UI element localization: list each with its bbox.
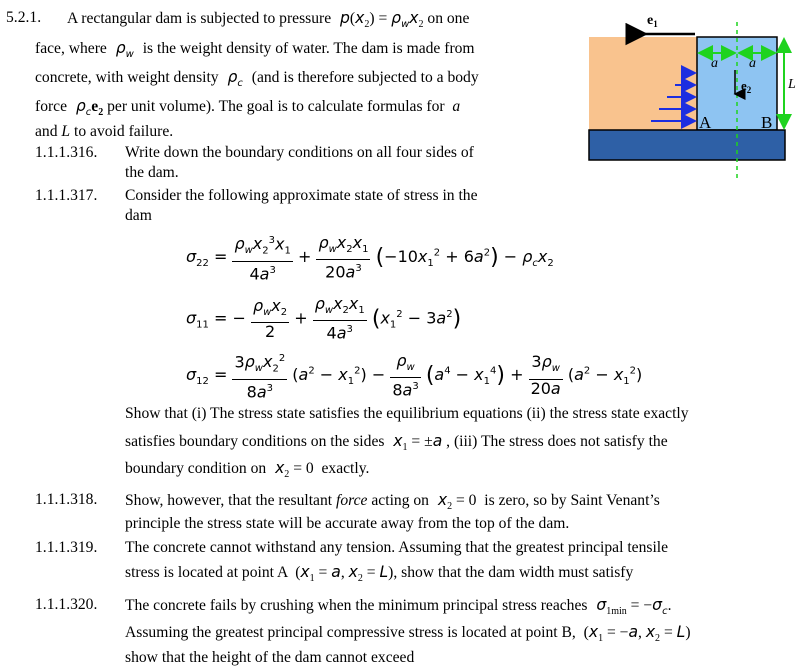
part-319-number: 1.1.1.319. (35, 539, 98, 556)
problem-text-line1: A rectangular dam is subjected to pressure $p(x_2) = \rho_wx_2$ on one (67, 9, 470, 31)
part-317-number: 1.1.1.317. (35, 187, 98, 204)
part-320-line2: Assuming the greatest principal compressive stress is located at point B, ($x_1 = -a$, $x_2 = L$) (125, 623, 691, 645)
part-320-number: 1.1.1.320. (35, 596, 98, 613)
part-317-line1: Consider the following approximate state of stress in the (125, 187, 478, 204)
part-318-line1: Show, however, that the resultant force acting on $x_2 = 0$ is zero, so by Saint Venant’s (125, 491, 660, 513)
dam-figure (585, 10, 800, 180)
e1-label: $e_1$ (647, 13, 658, 29)
e2-label: $e_2$ (741, 78, 752, 95)
equation-sigma11: $\sigma_{11}$ = − $\frac{\rho_wx_2}{2}$ + $\frac{\rho_wx_2x_1}{4a^3}$ $(x_1^2 - 3a^2)$ (186, 294, 462, 343)
label-L: L (788, 77, 796, 92)
problem-text-line4: force $\rho_ce_2$ per unit volume). The goal is to calculate formulas for a (35, 97, 461, 119)
part-319-line1: The concrete cannot withstand any tension. Assuming that the greatest principal tensile (125, 539, 669, 556)
show-that-line1: Show that (i) The stress state satisfies the equilibrium equations (ii) the stress state exactly (125, 405, 689, 422)
label-B: B (761, 113, 773, 132)
label-a-left: a (711, 56, 718, 71)
part-320-line1: The concrete fails by crushing when the minimum principal stress reaches $\sigma_{1min} = -\sigma_c$. (125, 596, 672, 618)
water-region (589, 37, 697, 130)
equation-sigma12: $\sigma_{12}$ = $\frac{3\rho_wx_2^2}{8a^3}$ $(a^2 - x_1^2)$ − $\frac{\rho_w}{8a^3}$ $(a^4 - x_1^4)$ + $\frac{3\rho_w}{20a}$ $(a^2 - x_1^2)$ (186, 350, 643, 401)
show-that-line2: satisfies boundary conditions on the sides $x_1 = \pm a$ , (iii) The stress does not satisfy the (125, 432, 668, 454)
label-a-right: a (749, 56, 756, 71)
part-316-line2: the dam. (125, 164, 179, 181)
problem-number: 5.2.1. (6, 9, 42, 26)
part-318-number: 1.1.1.318. (35, 491, 98, 508)
problem-text-line5: and L to avoid failure. (35, 123, 174, 140)
equation-sigma22: $\sigma_{22}$ = $\frac{\rho_wx_2^3x_1}{4a^3}$ + $\frac{\rho_wx_2x_1}{20a^3}$ $(-10x_1^2 + 6a^2) - \rho_cx_2$ (186, 232, 554, 283)
problem-text-line3: concrete, with weight density $\rho_c$ (and is therefore subjected to a body (35, 68, 479, 90)
problem-text-line2: face, where $\rho_w$ is the weight density of water. The dam is made from (35, 39, 475, 61)
part-317-line2: dam (125, 207, 152, 224)
show-that-line3: boundary condition on $x_2 = 0$ exactly. (125, 459, 370, 481)
part-319-line2: stress is located at point A ($x_1 = a$, $x_2 = L$), show that the dam width must satisfy (125, 563, 634, 585)
label-A: A (699, 113, 712, 132)
part-318-line2: principle the stress state will be accurate away from the top of the dam. (125, 515, 570, 532)
part-320-line3: show that the height of the dam cannot exceed (125, 649, 415, 666)
part-316-line1: Write down the boundary conditions on all four sides of (125, 144, 474, 161)
part-316-number: 1.1.1.316. (35, 144, 98, 161)
ground-base (589, 130, 785, 160)
